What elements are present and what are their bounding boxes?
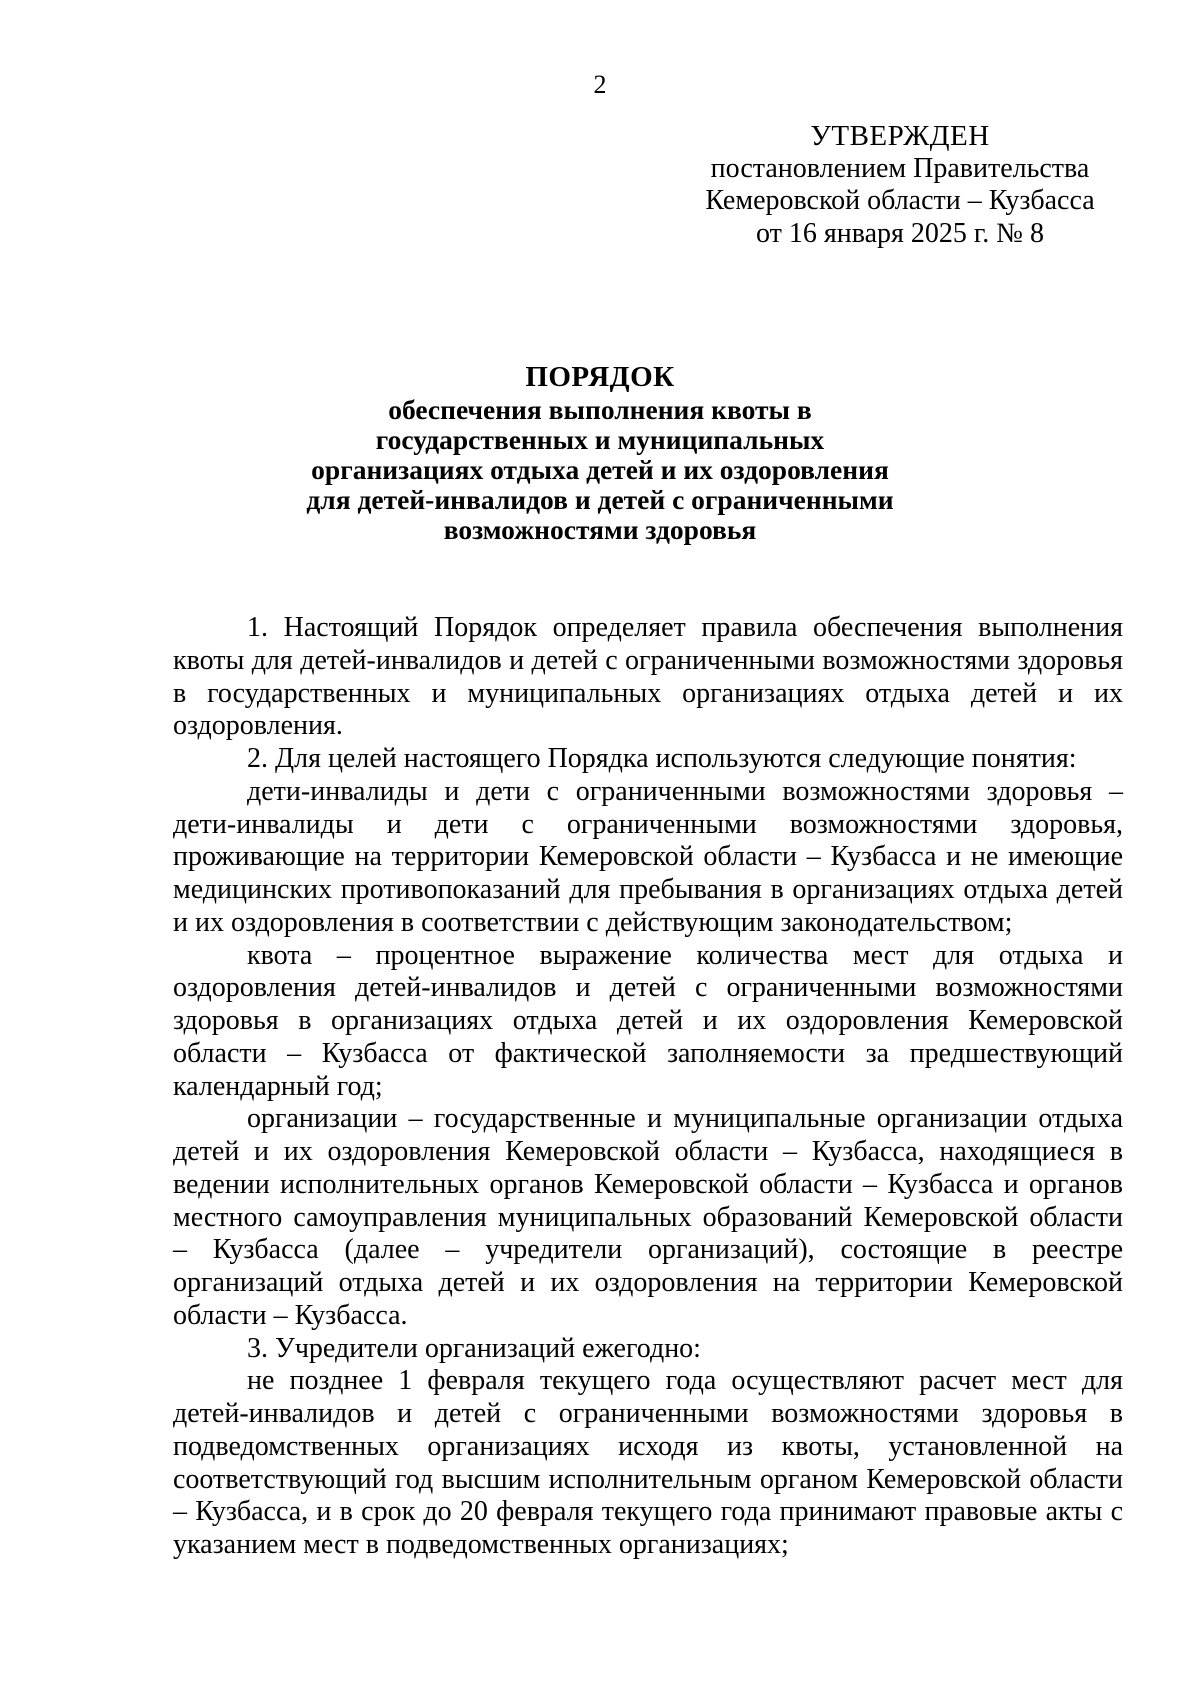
definition-organizations: организации – государственные и муниципальные организации отдыха детей и их оздоровления Кемеровской области – Кузбасса, находящиеся в ведении исполнительных органов Кемеровской области – Кузбасса и органов местного самоуправления муниципальных образований Кемеровской области – Кузбасса (далее – учредители организаций), состоящие в реестре организаций отдыха детей и их оздоровления на территории Кемеровской области – Кузбасса.: [173, 1103, 1123, 1331]
paragraph-2: 2. Для целей настоящего Порядка используются следующие понятия:: [247, 743, 1077, 774]
paragraph-1: 1. Настоящий Порядок определяет правила обеспечения выполнения квоты для детей-инвалидов и детей с ограниченными возможностями здоровья в государственных и муниципальных организациях отдыха детей и их оздоровления.: [173, 612, 1123, 742]
approval-line-1: постановлением Правительства: [710, 152, 1090, 184]
definition-children: дети-инвалиды и дети с ограниченными возможностями здоровья – дети-инвалиды и дети с ограниченными возможностями здоровья, проживающие на территории Кемеровской области – Кузбасса и не имеющие медицинских противопоказаний для пребывания в организациях отдыха детей и их оздоровления в соответствии с действующим законодательством;: [173, 775, 1123, 938]
document-body: [173, 612, 1123, 1562]
approval-line-3: от 16 января 2025 г. № 8: [756, 217, 1044, 249]
document-title: ПОРЯДОК: [525, 361, 675, 393]
definition-quota: квота – процентное выражение количества мест для отдыха и оздоровления детей-инвалидов и детей с ограниченными возможностями здоровья в организациях отдыха детей и их оздоровления Кемеровской области – Кузбасса от фактической заполняемости за предшествующий календарный год;: [173, 939, 1123, 1102]
heading-line-3: организациях отдыха детей и их оздоровления: [311, 454, 889, 485]
approval-stamp-block: [680, 120, 1120, 250]
heading-line-4: для детей-инвалидов и детей с ограниченными: [306, 484, 894, 515]
document-heading: [150, 362, 1050, 545]
approval-title: УТВЕРЖДЕН: [810, 120, 990, 152]
page-number: 2: [593, 70, 607, 99]
heading-line-1: обеспечения выполнения квоты в: [388, 394, 812, 425]
paragraph-3-item-1: не позднее 1 февраля текущего года осуществляют расчет мест для детей-инвалидов и детей с ограниченными возможностями здоровья в подведомственных организациях исходя из квоты, установленной на соответствующий год высшим исполнительным органом Кемеровской области – Кузбасса, и в срок до 20 февраля текущего года принимают правовые акты с указанием мест в подведомственных организациях;: [173, 1365, 1123, 1560]
paragraph-3: 3. Учредители организаций ежегодно:: [247, 1332, 701, 1364]
heading-line-5: возможностями здоровья: [443, 514, 757, 545]
approval-line-2: Кемеровской области – Кузбасса: [705, 185, 1095, 216]
heading-line-2: государственных и муниципальных: [375, 424, 825, 455]
